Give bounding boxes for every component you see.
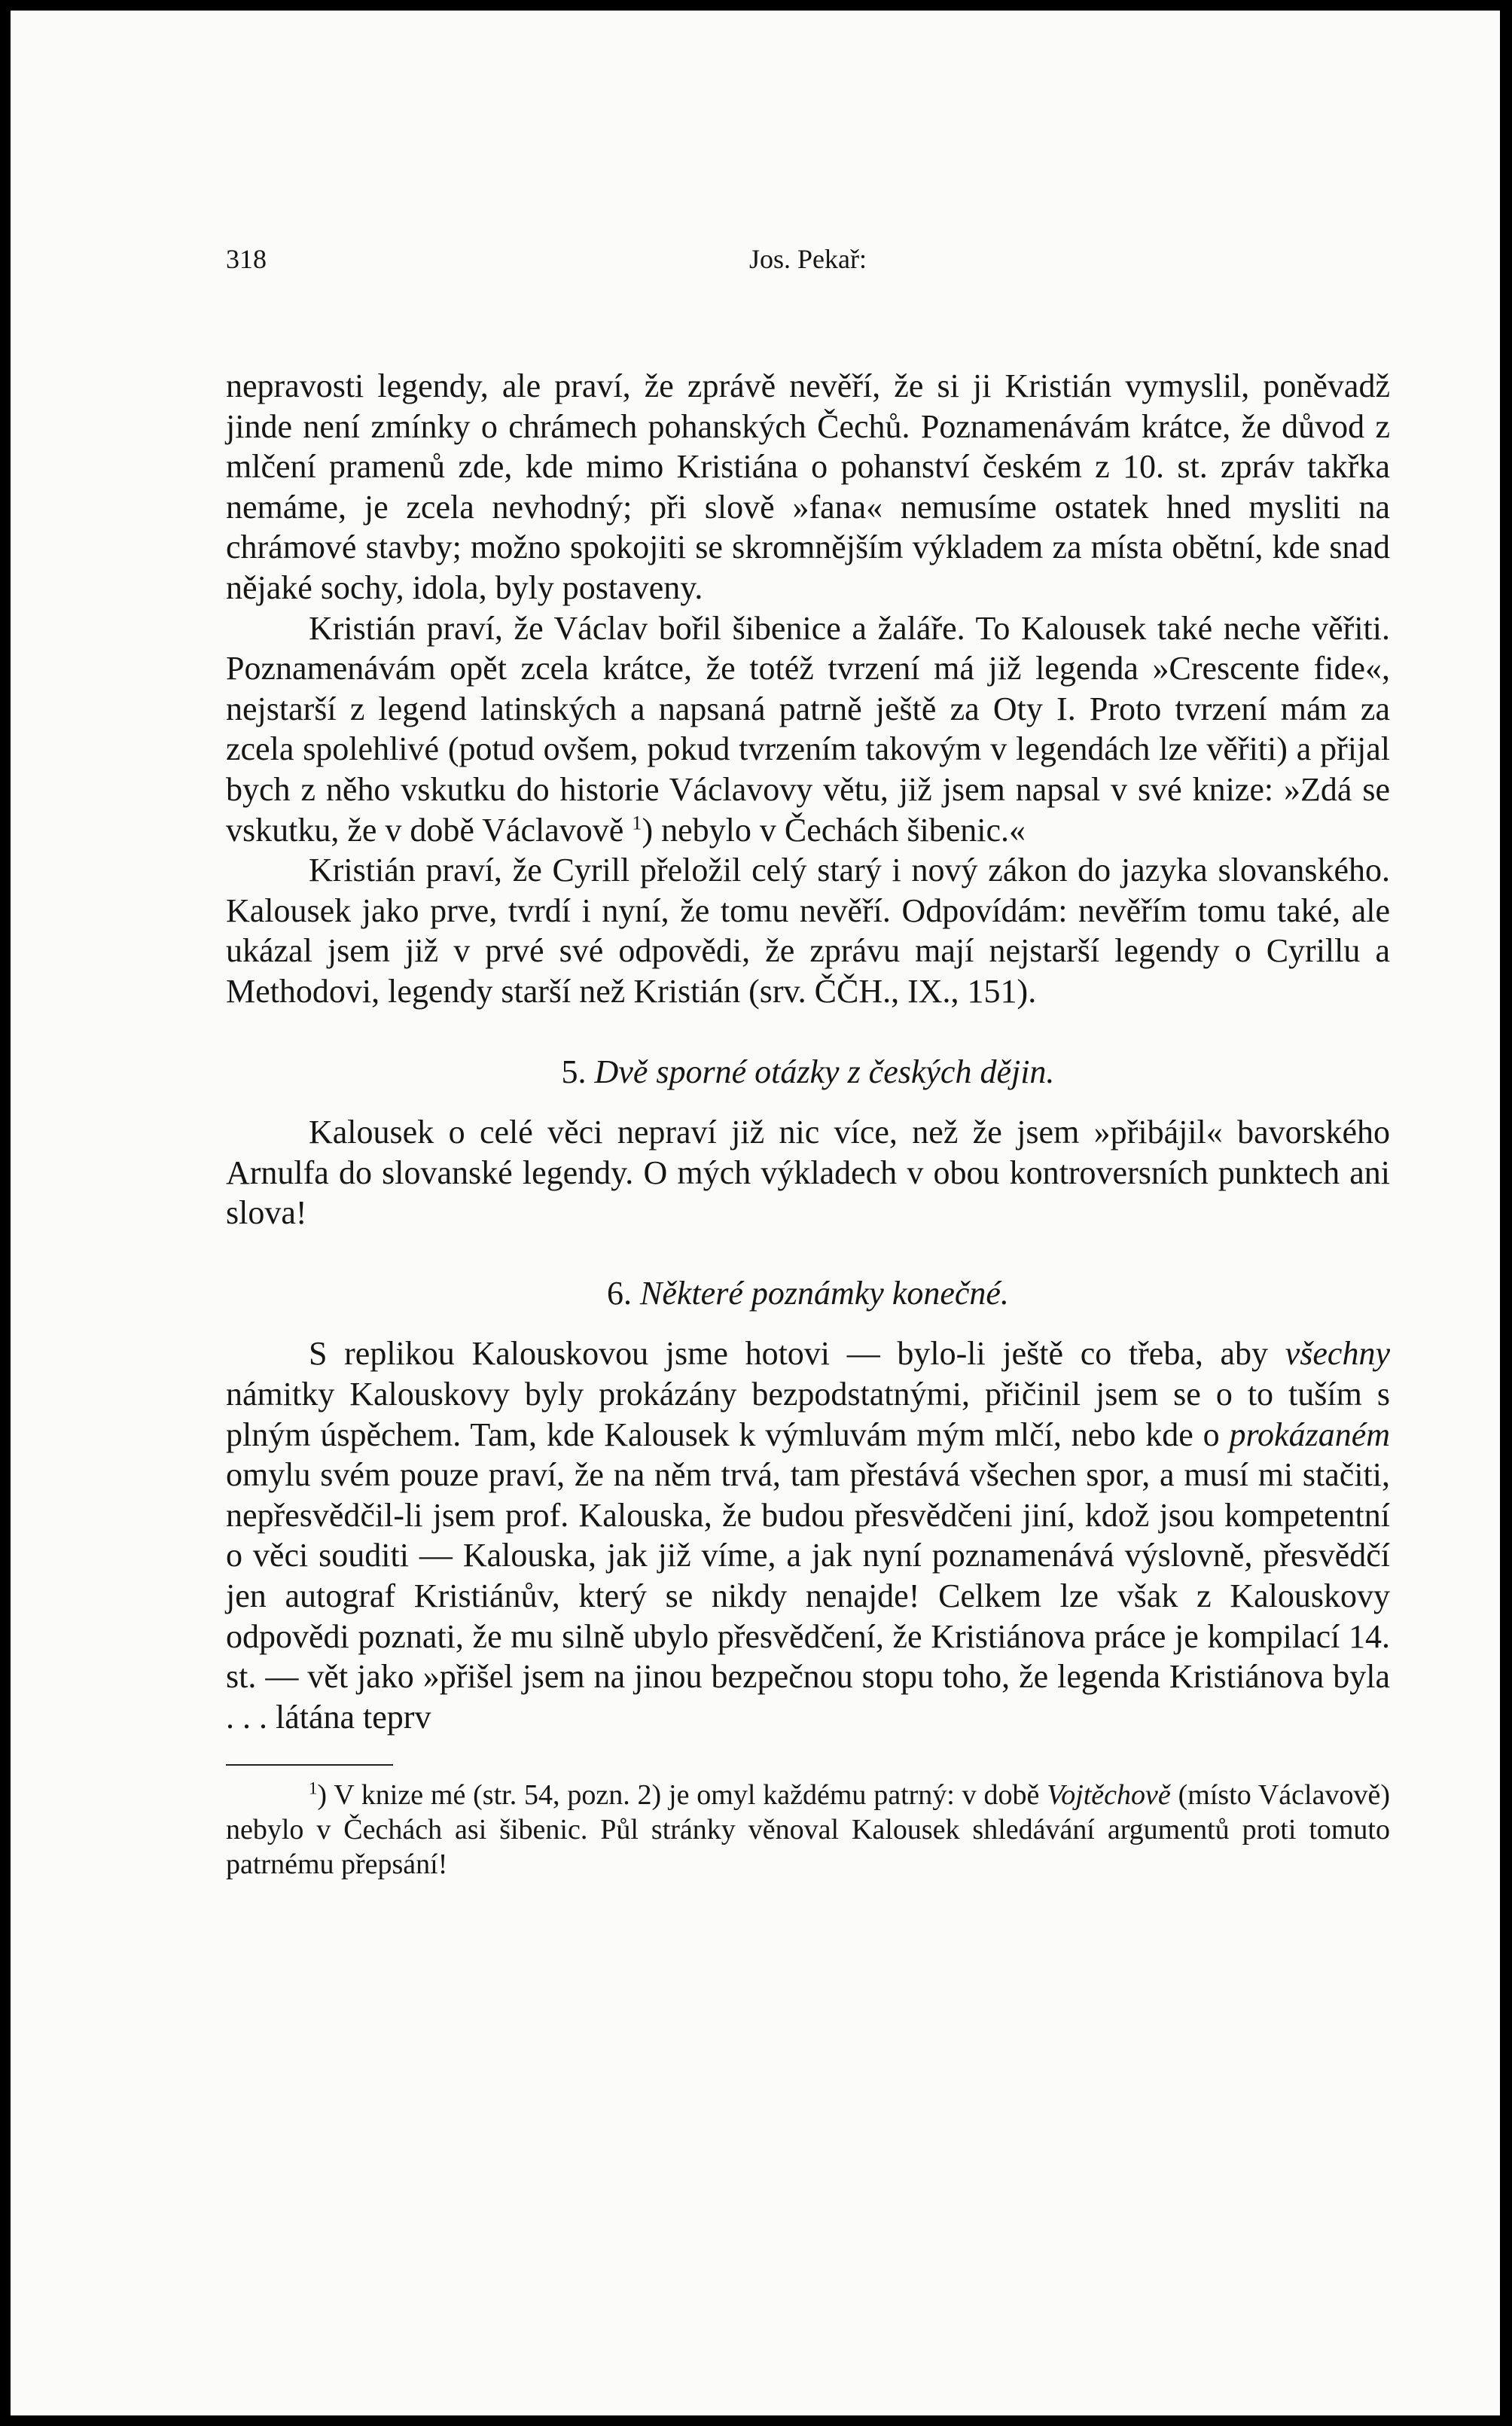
page-header [226, 236, 1390, 282]
paragraph-2: Kristián praví, že Václav bořil šibenice a žaláře. To Kalousek také neche věřiti. Poznamenávám opět zcela krátce, že totéž tvrzení má již legenda »Crescente fide«, nejstarší z legend latinských a napsaná patrně ještě za Oty I. Proto tvrzení mám za zcela spolehlivé (potud ovšem, pokud tvrzením takovým v legendách lze věřiti) a přijal bych z něho vskutku do historie Václavovy větu, již jsem napsal v své knize: »Zdá se vskutku, že v době Václavově $^1$) nebylo v Čechách šibenic.« [226, 609, 1390, 849]
footnote: $^1$) V knize mé (str. 54, pozn. 2) je omyl každému patrný: v době Vojtěchově (místo Václavově) nebylo v Čechách asi šibenic. Půl stránky věnoval Kalousek shledávání argumentů proti tomuto patrnému přepsání! [226, 1778, 1390, 1881]
section-number: 5. [561, 1053, 587, 1090]
footnote-marker: 1 [309, 1778, 318, 1798]
page-content [226, 236, 1390, 1882]
page-number: 318 [226, 244, 267, 274]
paragraph-5: S replikou Kalouskovou jsme hotovi — bylo-li ještě co třeba, aby všechny námitky Kalouskovy byly prokázány bezpodstatnými, přičinil jsem se o to tuším s plným úspěchem. Tam, kde Kalousek k výmluvám mým mlčí, nebo kde o prokázaném omylu svém pouze praví, že na něm trvá, tam přestává všechen spor, a musí mi stačiti, nepřesvědčil-li jsem prof. Kalouska, že budou přesvědčeni jiní, kdož jsou kompetentní o věci souditi — Kalouska, jak již víme, a jak nyní poznamenává výslovně, přesvědčí jen autograf Kristiánův, který se nikdy nenajde! Celkem lze však z Kalouskovy odpovědi poznati, že mu silně ubylo přesvědčení, že Kristiánova práce je kompilací 14. st. — vět jako »přišel jsem na jinou bezpečnou stopu toho, že legenda Kristiánova byla . . . látána teprv [226, 1335, 1390, 1736]
book-page [11, 11, 1500, 2415]
section-title: Některé poznámky konečné. [640, 1274, 1009, 1312]
paragraph-3: Kristián praví, že Cyrill přeložil celý starý i nový zákon do jazyka slovanského. Kalousek jako prve, tvrdí i nyní, že tomu nevěří. Odpovídám: nevěřím tomu také, ale ukázal jsem již v prvé své odpovědi, že zprávu mají nejstarší legendy o Cyrillu a Methodovi, legendy starší než Kristián (srv. ČČH., IX., 151). [226, 852, 1390, 1010]
running-title: Jos. Pekař: [749, 244, 867, 274]
section-heading-6 [226, 1273, 1390, 1314]
paragraph-1: nepravosti legendy, ale praví, že zprávě nevěří, že si ji Kristián vymyslil, poněvadž jinde není zmínky o chrámech pohanských Čechů. Poznamenávám krátce, že důvod z mlčení pramenů zde, kde mimo Kristiána o pohanství českém z 10. st. zpráv takřka nemáme, je zcela nevhodný; při slově »fana« nemusíme ostatek hned mysliti na chrámové stavby; možno spokojiti se skromnějším výkladem za místa obětní, kde snad nějaké sochy, idola, byly postaveny. [226, 367, 1390, 606]
section-heading-5 [226, 1052, 1390, 1093]
section-title: Dvě sporné otázky z českých dějin. [594, 1053, 1055, 1090]
footnote-ref[interactable]: 1 [632, 810, 642, 834]
footnote-divider [226, 1764, 393, 1766]
section-number: 6. [607, 1274, 633, 1312]
paragraph-4: Kalousek o celé věci nepraví již nic více, než že jsem »přibájil« bavorského Arnulfa do slovanské legendy. O mých výkladech v obou kontroversních punktech ani slova! [226, 1114, 1390, 1232]
